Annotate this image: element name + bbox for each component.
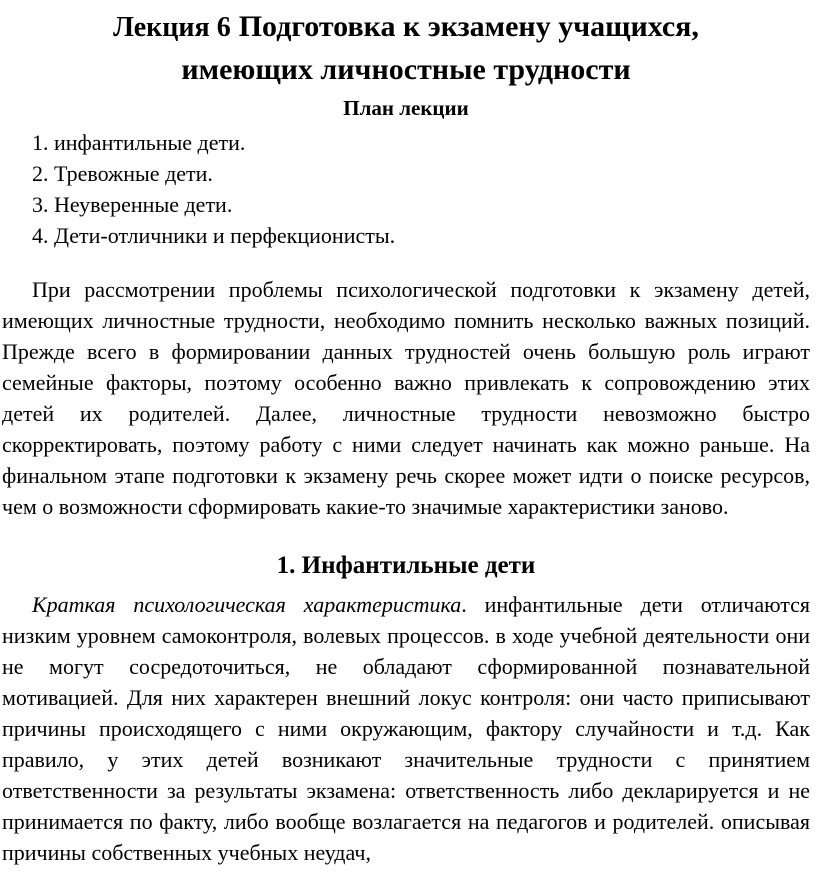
section-paragraph: [2, 589, 810, 889]
title-main-part-1: Подготовка к экзамену учащихся,: [238, 10, 699, 43]
document-title: [2, 0, 810, 91]
plan-item-2: 2. Тревожные дети.: [32, 161, 213, 186]
title-lecture-number: Лекция 6: [113, 12, 231, 43]
section-italic-lead: Краткая психологическая характеристика: [32, 592, 462, 617]
plan-item-1: 1. инфантильные дети.: [32, 130, 246, 155]
intro-paragraph: При рассмотрении проблемы психологической подготовки к экзамену детей, имеющих личностные трудности, необходимо помнить несколько важных позиций. Прежде всего в формировании данных трудностей очень большую роль играют семейные факторы, поэтому особенно важно привлекать к сопровождению этих детей их родителей. Далее, личностные трудности невозможно быстро скорректировать, поэтому работу с ними следует начинать как можно раньше. На финальном этапе подготовки к экзамену речь скорее может идти о поиске ресурсов, чем о возможности сформировать какие-то значимые характеристики заново.: [2, 277, 810, 519]
plan-heading: План лекции: [343, 96, 469, 120]
plan-item-3: 3. Неуверенные дети.: [32, 192, 233, 217]
title-line-2: имеющих личностные трудности: [181, 53, 631, 86]
section-paragraph-text: . инфантильные дети отличаются низким уровнем самоконтроля, волевых процессов. в ходе учебной деятельности они не могут сосредоточиться, не обладают сформированной познавательной мотивацией. Для них характерен внешний локус контроля: они часто приписывают причины происходящего с ними окружающим, фактору случайности и т.д. Как правило, у этих детей возникают значительные трудности с принятием ответственности за результаты экзамена: ответственность либо декларируется и не принимается по факту, либо вообще возлагается на педагогов и родителей. описывая причины собственных учебных неудач,: [2, 592, 810, 865]
section-heading-infantile: 1. Инфантильные дети: [276, 552, 536, 579]
title-line-1: [2, 4, 810, 49]
plan-list: [2, 123, 810, 251]
plan-item-4: 4. Дети-отличники и перфекционисты.: [32, 223, 396, 248]
